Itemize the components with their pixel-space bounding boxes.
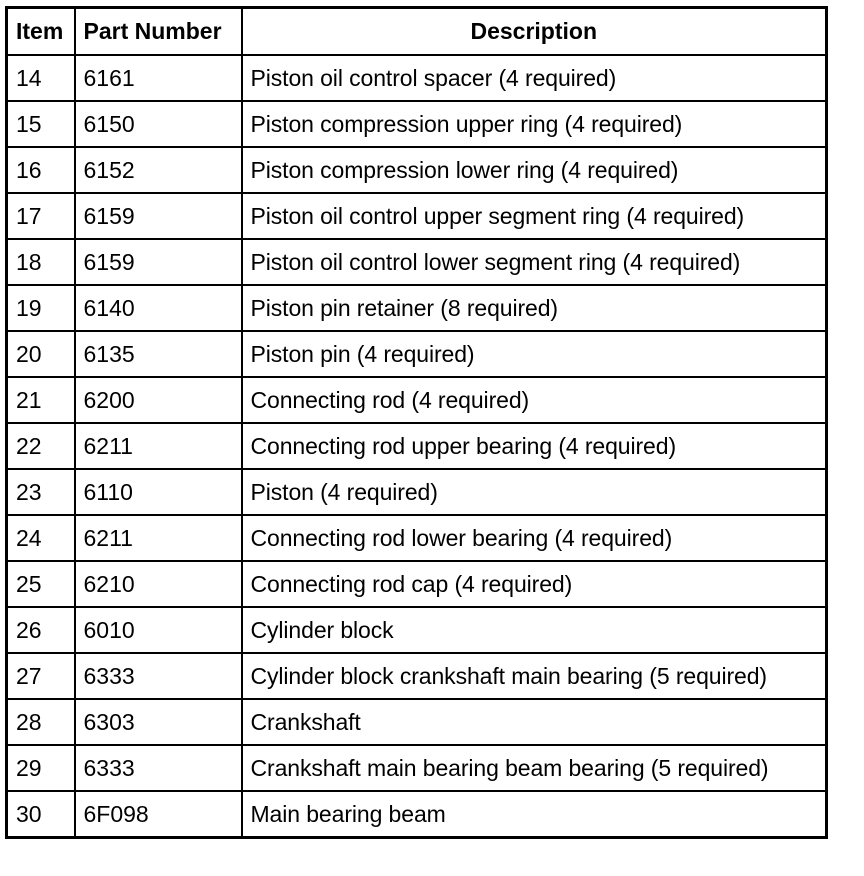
- part-description: Connecting rod cap (4 required): [242, 561, 827, 607]
- part-description: Piston compression upper ring (4 required): [242, 101, 827, 147]
- table-row: [7, 745, 827, 791]
- item-number: 30: [7, 791, 75, 838]
- part-description: Piston compression lower ring (4 required): [242, 147, 827, 193]
- table-row: [7, 193, 827, 239]
- part-description: Connecting rod lower bearing (4 required): [242, 515, 827, 561]
- part-number: 6161: [75, 55, 242, 101]
- table-row: [7, 147, 827, 193]
- part-number: 6303: [75, 699, 242, 745]
- item-number: 23: [7, 469, 75, 515]
- item-number: 21: [7, 377, 75, 423]
- part-description: Crankshaft main bearing beam bearing (5 required): [242, 745, 827, 791]
- item-number: 25: [7, 561, 75, 607]
- item-number: 28: [7, 699, 75, 745]
- part-number: 6211: [75, 515, 242, 561]
- part-description: Piston oil control spacer (4 required): [242, 55, 827, 101]
- part-number: 6333: [75, 653, 242, 699]
- part-description: Crankshaft: [242, 699, 827, 745]
- item-number: 15: [7, 101, 75, 147]
- item-number: 20: [7, 331, 75, 377]
- item-number: 22: [7, 423, 75, 469]
- part-number: 6333: [75, 745, 242, 791]
- item-number: 17: [7, 193, 75, 239]
- part-number: 6159: [75, 193, 242, 239]
- item-number: 14: [7, 55, 75, 101]
- part-number: 6135: [75, 331, 242, 377]
- parts-table: [5, 6, 828, 839]
- part-description: Piston pin retainer (8 required): [242, 285, 827, 331]
- table-row: [7, 653, 827, 699]
- part-number: 6210: [75, 561, 242, 607]
- table-row: [7, 285, 827, 331]
- table-row: [7, 469, 827, 515]
- header-part-number: Part Number: [75, 8, 242, 56]
- part-number: 6211: [75, 423, 242, 469]
- part-description: Connecting rod upper bearing (4 required): [242, 423, 827, 469]
- part-description: Main bearing beam: [242, 791, 827, 838]
- table-row: [7, 55, 827, 101]
- table-header-row: [7, 8, 827, 56]
- item-number: 26: [7, 607, 75, 653]
- part-number: 6150: [75, 101, 242, 147]
- table-row: [7, 699, 827, 745]
- table-row: [7, 515, 827, 561]
- table-row: [7, 331, 827, 377]
- part-number: 6200: [75, 377, 242, 423]
- table-row: [7, 423, 827, 469]
- item-number: 29: [7, 745, 75, 791]
- part-number: 6010: [75, 607, 242, 653]
- item-number: 19: [7, 285, 75, 331]
- part-number: 6159: [75, 239, 242, 285]
- table-row: [7, 239, 827, 285]
- item-number: 27: [7, 653, 75, 699]
- part-number: 6110: [75, 469, 242, 515]
- part-number: 6F098: [75, 791, 242, 838]
- table-row: [7, 561, 827, 607]
- part-number: 6140: [75, 285, 242, 331]
- table-row: [7, 607, 827, 653]
- item-number: 24: [7, 515, 75, 561]
- part-number: 6152: [75, 147, 242, 193]
- part-description: Cylinder block crankshaft main bearing (5 required): [242, 653, 827, 699]
- item-number: 18: [7, 239, 75, 285]
- table-row: [7, 791, 827, 838]
- table-row: [7, 377, 827, 423]
- item-number: 16: [7, 147, 75, 193]
- part-description: Piston pin (4 required): [242, 331, 827, 377]
- part-description: Connecting rod (4 required): [242, 377, 827, 423]
- part-description: Piston (4 required): [242, 469, 827, 515]
- header-item: Item: [7, 8, 75, 56]
- table-row: [7, 101, 827, 147]
- part-description: Piston oil control lower segment ring (4 required): [242, 239, 827, 285]
- part-description: Cylinder block: [242, 607, 827, 653]
- part-description: Piston oil control upper segment ring (4 required): [242, 193, 827, 239]
- header-description: Description: [242, 8, 827, 56]
